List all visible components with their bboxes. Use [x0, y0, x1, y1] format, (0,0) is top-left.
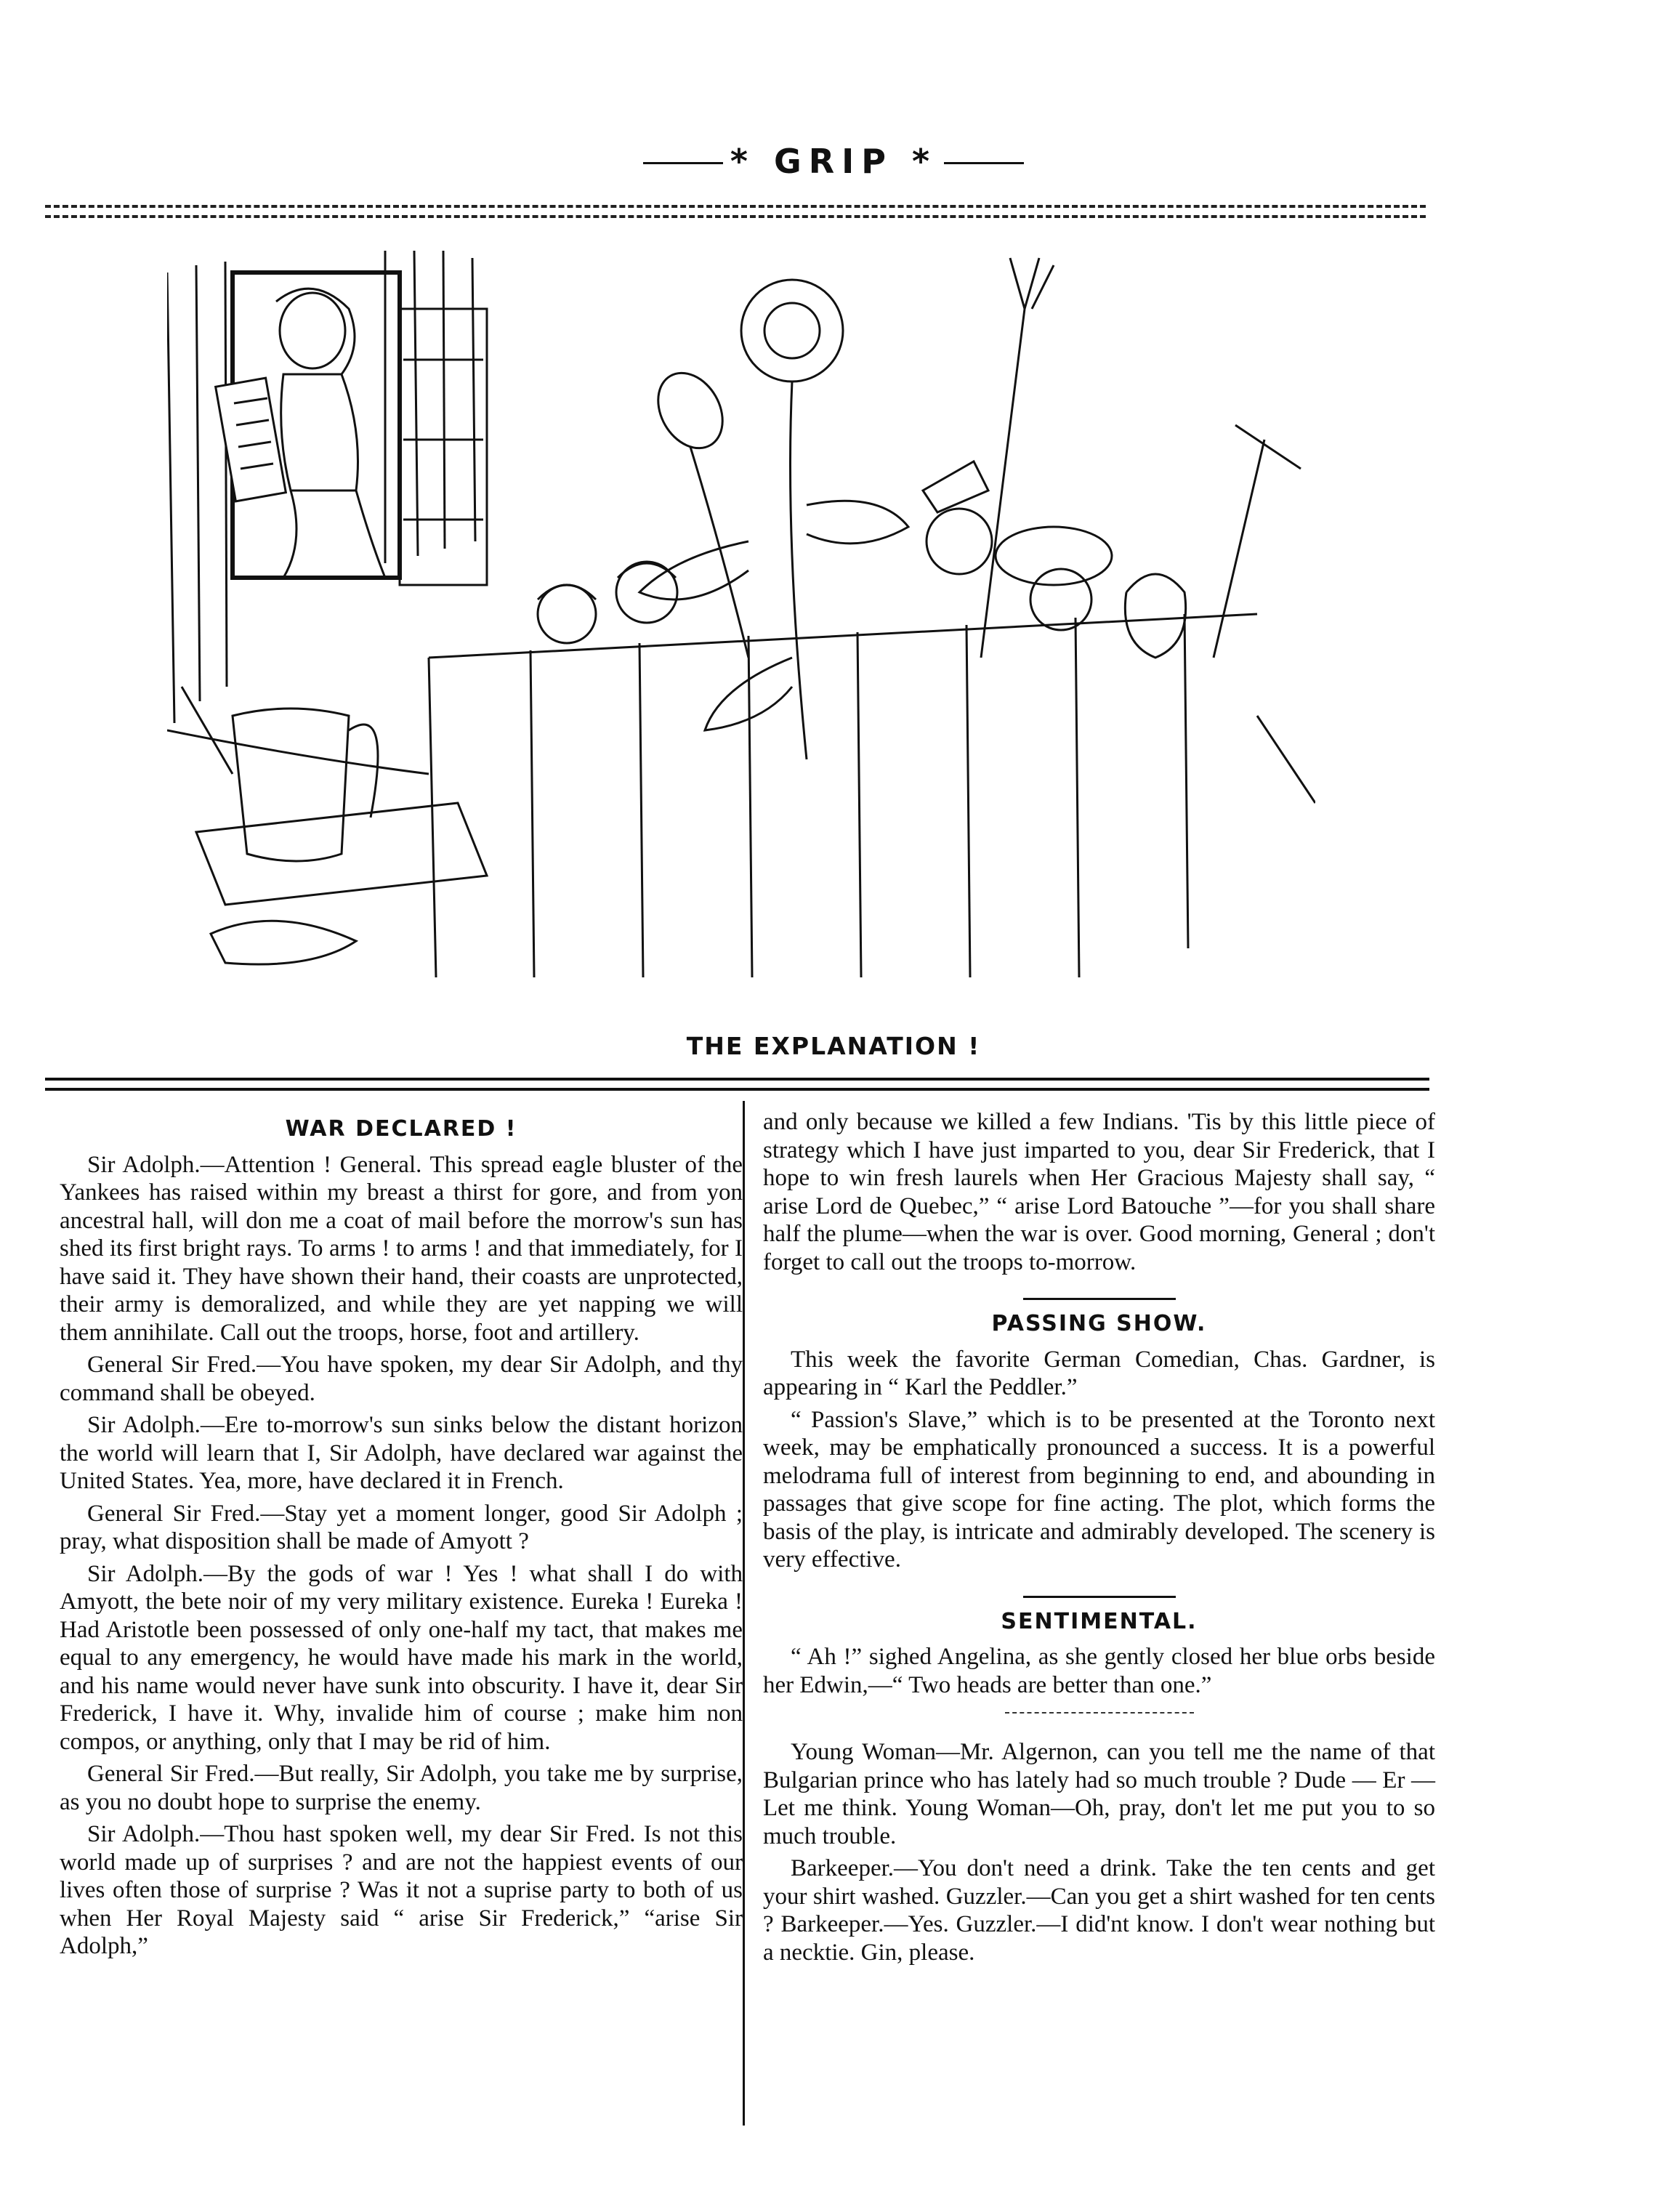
- fence-graphic: [429, 614, 1257, 977]
- dialogue-paragraph: General Sir Fred.—Stay yet a moment longer, good Sir Adolph ; pray, what disposition shall be made of Amyott ?: [60, 1500, 743, 1554]
- watering-can-graphic: [182, 687, 487, 964]
- sentimental-heading: SENTIMENTAL.: [1001, 1608, 1198, 1634]
- masthead-rule-bottom: [45, 215, 1426, 218]
- passing-show-heading: PASSING SHOW.: [991, 1311, 1207, 1336]
- illustration-caption: THE EXPLANATION !: [686, 1032, 981, 1060]
- dialogue-paragraph: Sir Adolph.—Thou hast spoken well, my dear Sir Fred. Is not this world made up of surprises ? and are not the happiest events of our lives often those of surprise ? Was it not a suprise party to both of us when Her Royal Majesty said “ arise Sir Frederick,” “arise Sir Adolph,”: [60, 1821, 743, 1959]
- farmers-graphic: [923, 258, 1301, 658]
- masthead: [0, 142, 1667, 193]
- masthead-rule-top: [45, 205, 1426, 208]
- caption-rule-bottom: [45, 1088, 1429, 1091]
- joke-paragraph: Barkeeper.—You don't need a drink. Take the ten cents and get your shirt washed. Guzzler.—Can you get a shirt washed for ten cents ? Barkeeper.—Yes. Guzzler.—I did'nt know. I don't wear nothing but a necktie. Gin, please.: [763, 1855, 1435, 1966]
- section-rule: [1023, 1298, 1176, 1300]
- passing-show-paragraph: This week the favorite German Comedian, Chas. Gardner, is appearing in “ Karl the Peddler.”: [763, 1346, 1435, 1400]
- house-wall-graphic: [167, 251, 475, 723]
- right-column: [763, 1108, 1435, 1971]
- cartoon-illustration: [167, 251, 1315, 999]
- war-declared-heading: WAR DECLARED !: [285, 1116, 517, 1142]
- masthead-title: * GRIP *: [643, 142, 1024, 181]
- section-rule: [1023, 1596, 1176, 1598]
- left-column: [60, 1108, 743, 1965]
- dialogue-paragraph: Sir Adolph.—Ere to-morrow's sun sinks below the distant horizon the world will learn that I, Sir Adolph, have declared war against the United States. Yea, more, have declared it in French.: [60, 1412, 743, 1494]
- singing-woman-graphic: [216, 288, 385, 578]
- ground-graphic: [167, 716, 1315, 803]
- dialogue-paragraph: Sir Adolph.—Attention ! General. This spread eagle bluster of the Yankees has raised within my breast a thirst for gore, and from yon ancestral hall, will don me a coat of mail before the morrow's sun has shed its first bright rays. To arms ! to arms ! and that immediately, for I have said it. They have shown their hand, their coasts are unprotected, their army is demoralized, and while they are yet napping we will them annihilate. Call out the troops, horse, foot and artillery.: [60, 1151, 743, 1346]
- caption-rule-top: [45, 1078, 1429, 1081]
- column-divider: [743, 1101, 745, 2126]
- dialogue-continuation: and only because we killed a few Indians. 'Tis by this little piece of strategy which I have just imparted to you, dear Sir Frederick, that I hope to win fresh laurels when Her Gracious Majesty shall say, “ arise Lord de Quebec,” “ arise Lord Batouche ”—for you shall share half the plume—when the war is over. Good morning, General ; don't forget to call out the troops to-morrow.: [763, 1109, 1435, 1275]
- sentimental-paragraph: “ Ah !” sighed Angelina, as she gently closed her blue orbs beside her Edwin,—“ Two heads are better than one.”: [763, 1644, 1435, 1698]
- dialogue-paragraph: Sir Adolph.—By the gods of war ! Yes ! what shall I do with Amyott, the bete noir of my very military existence. Eureka ! Eureka ! Had Aristotle been possessed of only one-half my tact, that makes me equal to any emergency, he would have made his mark in the world, and his name would never have sunk into obscurity. I have it, dear Sir Frederick, I have it. Why, invalide him of course ; make him non compos, or anything, only that I may be rid of him.: [60, 1560, 743, 1755]
- dialogue-paragraph: General Sir Fred.—But really, Sir Adolph, you take me by surprise, as you no doubt hope to surprise the enemy.: [60, 1761, 743, 1815]
- boys-peeking-graphic: [538, 562, 677, 643]
- sunflower-graphic: [639, 280, 908, 759]
- section-separator: [1005, 1712, 1194, 1714]
- dialogue-paragraph: General Sir Fred.—You have spoken, my dear Sir Adolph, and thy command shall be obeyed.: [60, 1352, 743, 1406]
- passing-show-paragraph: “ Passion's Slave,” which is to be presented at the Toronto next week, may be emphatically pronounced a success. It is a powerful melodrama full of interest from beginning to end, and abounding in passages that give scope for fine acting. The plot, which forms the basis of the play, is intricate and admirably developed. The scenery is very effective.: [763, 1406, 1435, 1573]
- joke-paragraph: Young Woman—Mr. Algernon, can you tell me the name of that Bulgarian prince who has lately had so much trouble ? Dude — Er — Let me think. Young Woman—Oh, pray, don't let me put you to so much trouble.: [763, 1739, 1435, 1849]
